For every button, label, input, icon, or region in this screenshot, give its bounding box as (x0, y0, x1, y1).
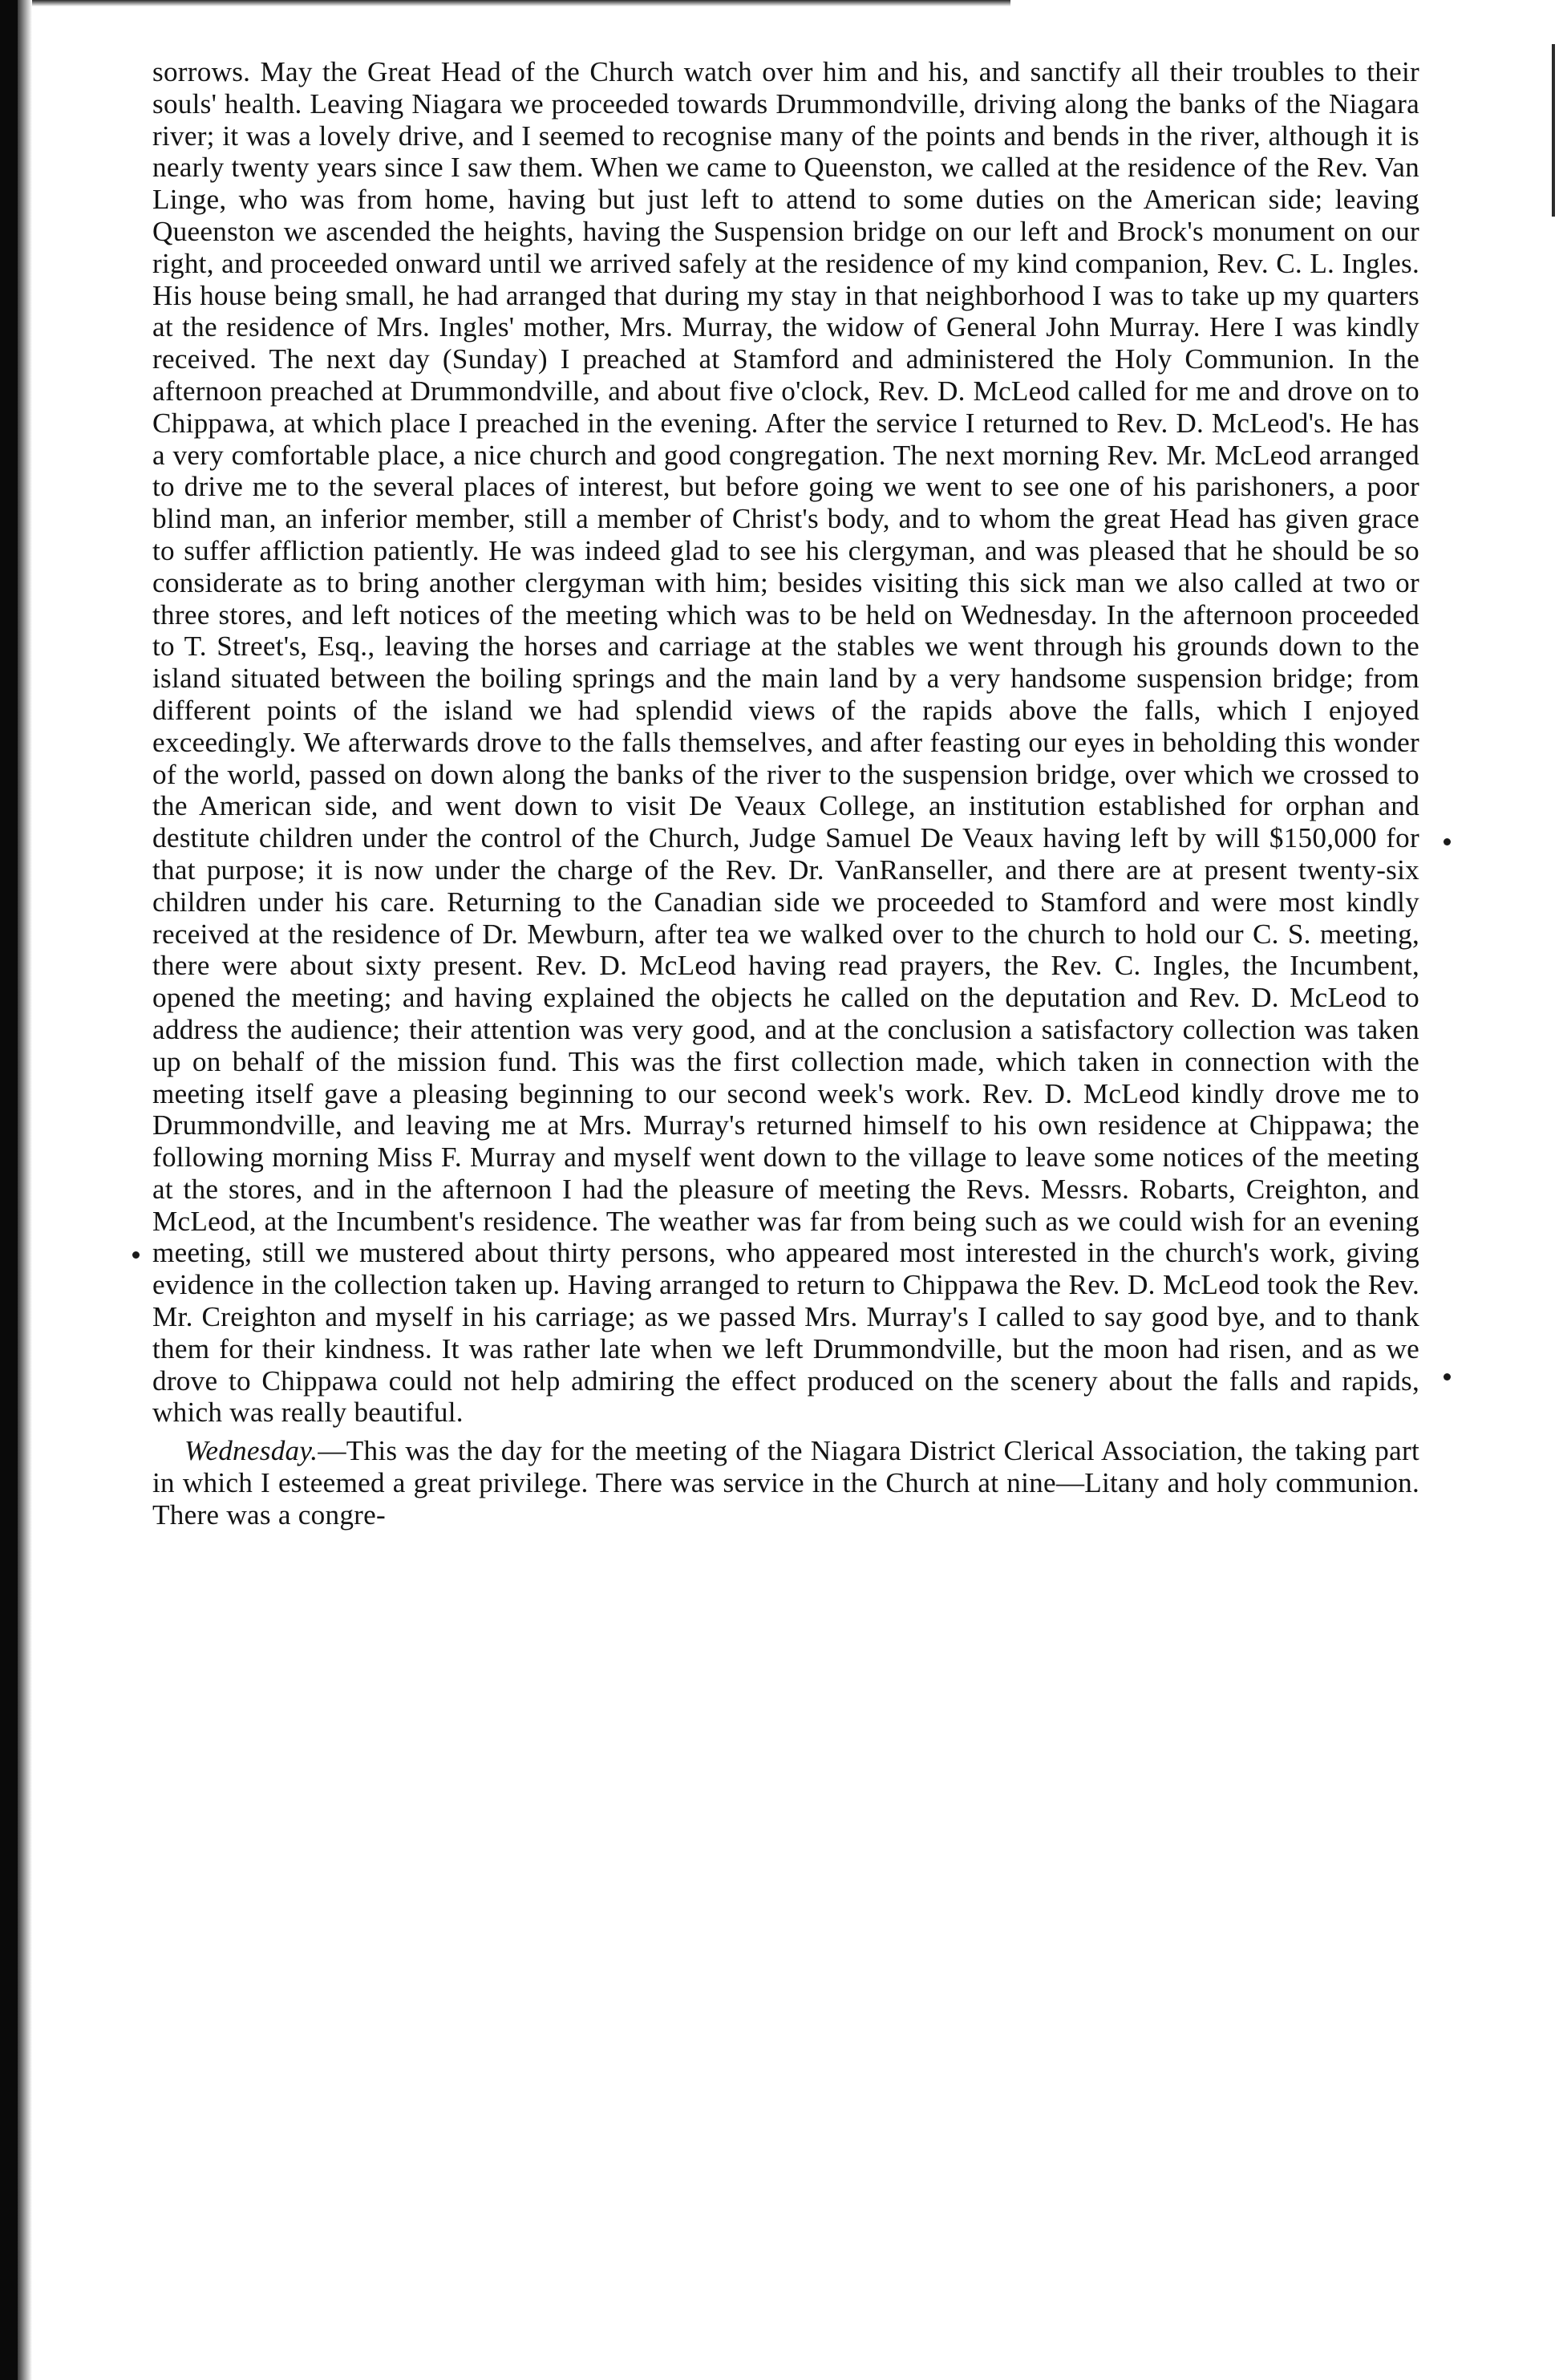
margin-mark (1444, 1373, 1451, 1381)
paragraph-text: sorrows. May the Great Head of the Church watch over him and his, and sanctify all their troubles to their souls' health. Leaving Niagara we proceeded towards Drummondville, driving along the banks of the Niagara river; it was a lovely drive, and I seemed to recognise many of the points and bends in the river, although it is nearly twenty years since I saw them. When we came to Queenston, we called at the residence of the Rev. Van Linge, who was from home, having but just left to attend to some duties on the American side; leaving Queenston we ascended the heights, having the Suspension bridge on our left and Brock's monument on our right, and proceeded onward until we arrived safely at the residence of my kind companion, Rev. C. L. Ingles. His house being small, he had arranged that during my stay in that neighborhood I was to take up my quarters at the residence of Mrs. Ingles' mother, Mrs. Murray, the widow of General John Murray. Here I was kindly received. The next day (Sunday) I preached at Stamford and administered the Holy Communion. In the afternoon preached at Drummondville, and about five o'clock, Rev. D. McLeod called for me and drove on to Chippawa, at which place I preached in the evening. After the service I returned to Rev. D. McLeod's. He has a very comfortable place, a nice church and good congregation. The next morning Rev. Mr. McLeod arranged to drive me to the several places of interest, but before going we went to see one of his parishoners, a poor blind man, an inferior member, still a member of Christ's body, and to whom the great Head has given grace to suffer affliction patiently. He was indeed glad to see his clergyman, and was pleased that he should be so considerate as to bring another clergyman with him; besides visiting this sick man we also called at two or three stores, and left notices of the meeting which was to be held on Wednesday. In the afternoon proceeded to T. Street's, Esq., leaving the horses and carriage at the stables we went through his grounds down to the island situated between the boiling springs and the main land by a very handsome suspension bridge; from different points of the island we had splendid views of the rapids above the falls, which I enjoyed exceedingly. We afterwards drove to the falls themselves, and after feasting our eyes in beholding this wonder of the world, passed on down along the banks of the river to the suspension bridge, over which we crossed to the American side, and went down to visit De Veaux College, an institution established for orphan and destitute children under the control of the Church, Judge Samuel De Veaux having left by will $150,000 for that purpose; it is now under the charge of the Rev. Dr. VanRanseller, and there are at present twenty-six children under his care. Returning to the Canadian side we proceeded to Stamford and were most kindly received at the residence of Dr. Mewburn, after tea we walked over to the church to hold our C. S. meeting, there were about sixty present. Rev. D. McLeod having read prayers, the Rev. C. Ingles, the Incumbent, opened the meeting; and having explained the objects he called on the deputation and Rev. D. McLeod to address the audience; their attention was very good, and at the conclusion a satisfactory collection was taken up on behalf of the mission fund. This was the first collection made, which taken in connection with the meeting itself gave a pleasing beginning to our second week's work. Rev. D. McLeod kindly drove me to Drummondville, and leaving me at Mrs. Murray's returned himself to his own residence at Chippawa; the following morning Miss F. Murray and myself went down to the village to leave some notices of the meeting at the stores, and in the afternoon I had the pleasure of meeting the Revs. Messrs. Robarts, Creighton, and McLeod, at the Incumbent's residence. The weather was far from being such as we could wish for an evening meeting, still we mustered about thirty persons, who appeared most interested in the church's work, giving evidence in the collection taken up. Having arranged to return to Chippawa the Rev. D. McLeod took the Rev. Mr. Creighton and myself in his carriage; as we passed Mrs. Murray's I called to say good bye, and to thank them for their kindness. It was rather late when we left Drummondville, but the moon had risen, and as we drove to Chippawa could not help admiring the effect produced on the scenery about the falls and rapids, which was really beautiful. (152, 56, 1419, 1429)
document-body (152, 56, 1419, 1531)
margin-mark (1444, 838, 1451, 845)
body-paragraph (152, 1435, 1419, 1531)
margin-mark (132, 1251, 140, 1259)
paragraph-text: —This was the day for the meeting of the Niagara District Clerical Association, the taking part in which I esteemed a great privilege. There was service in the Church at nine—Litany and holy communion. There was a congre- (152, 1435, 1419, 1531)
day-heading: Wednesday. (184, 1435, 318, 1467)
body-paragraph (152, 56, 1419, 1429)
scan-right-edge-mark (1552, 44, 1555, 217)
scan-top-edge (32, 0, 1010, 6)
scan-binding-edge (0, 0, 18, 2380)
scan-binding-shadow (18, 0, 32, 2380)
